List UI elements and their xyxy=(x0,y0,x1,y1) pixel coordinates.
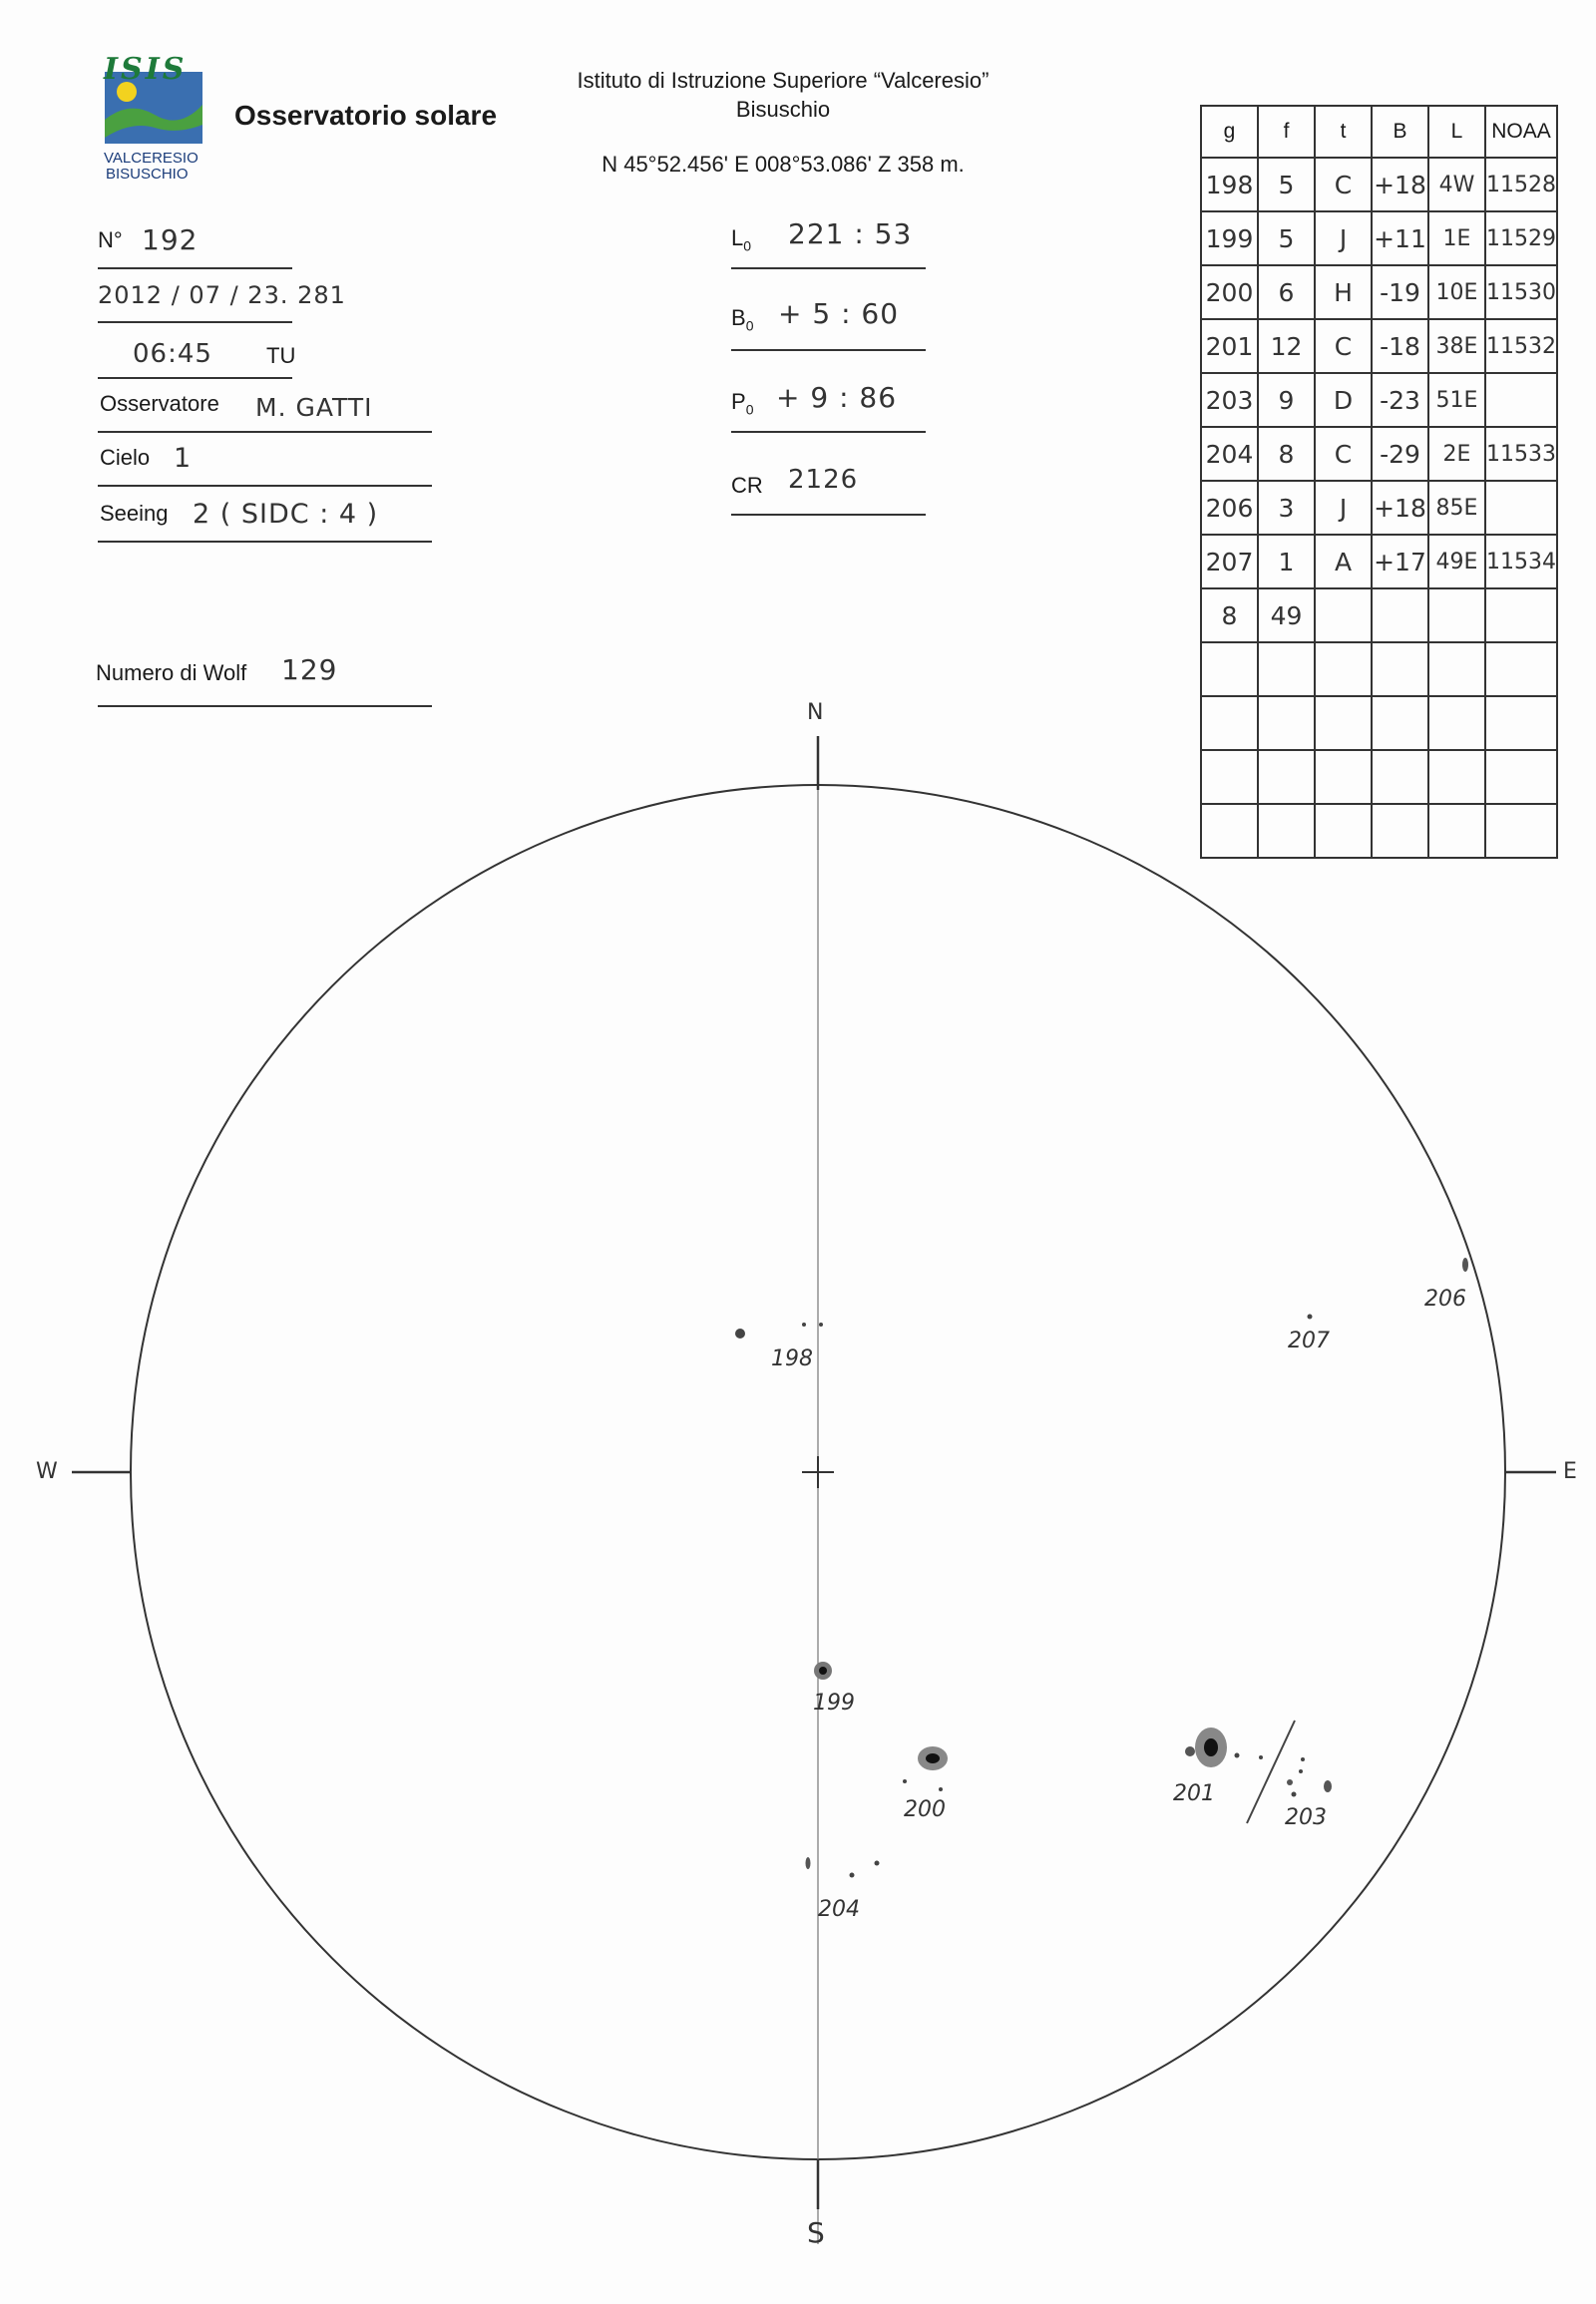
sky-label: Cielo xyxy=(100,445,151,470)
p0-letter: P xyxy=(731,389,746,414)
sky-value: 1 xyxy=(174,443,193,474)
group-label-206: 206 xyxy=(1424,1287,1466,1312)
col-header-t: t xyxy=(1315,106,1372,158)
cell-l: 38E xyxy=(1428,319,1485,373)
cell-noaa: 11530 xyxy=(1485,265,1557,319)
sunspot-198-pore xyxy=(802,1323,806,1327)
l0-subscript: 0 xyxy=(743,237,752,254)
wolf-label: Numero di Wolf xyxy=(96,660,247,685)
cell-l: 49E xyxy=(1428,535,1485,588)
cell-noaa: 11532 xyxy=(1485,319,1557,373)
p0-value: + 9 : 86 xyxy=(776,381,898,414)
cell-t: H xyxy=(1315,265,1372,319)
group-label-199: 199 xyxy=(813,1691,855,1716)
group-label-204: 204 xyxy=(818,1897,860,1922)
cell-g: 206 xyxy=(1201,481,1258,535)
cell-t: J xyxy=(1315,211,1372,265)
cell-b: -19 xyxy=(1372,265,1428,319)
cell-f: 5 xyxy=(1258,158,1315,211)
sunspot-200-pore xyxy=(903,1779,907,1783)
b0-subscript: 0 xyxy=(745,317,754,334)
sunspot-203-pore xyxy=(1299,1769,1303,1773)
sunspot-203-pore xyxy=(1301,1757,1305,1761)
sunspot-204-spot xyxy=(806,1857,811,1869)
col-header-b: B xyxy=(1372,106,1428,158)
l0-value: 221 : 53 xyxy=(788,217,913,250)
cell-noaa: 11533 xyxy=(1485,427,1557,481)
sunspot-204-pore xyxy=(850,1873,855,1878)
cr-value: 2126 xyxy=(788,465,859,495)
l0-letter: L xyxy=(731,225,744,250)
cell-t: C xyxy=(1315,158,1372,211)
west-label: W xyxy=(36,1459,58,1484)
site-coordinates: N 45°52.456' E 008°53.086' Z 358 m. xyxy=(601,152,965,177)
sunspot-198-pore xyxy=(819,1323,823,1327)
b0-value: + 5 : 60 xyxy=(778,297,900,330)
cell-g: 198 xyxy=(1201,158,1258,211)
cell-t: J xyxy=(1315,481,1372,535)
cell-f: 49 xyxy=(1258,588,1315,642)
cell-g: 8 xyxy=(1201,588,1258,642)
cell-b: -29 xyxy=(1372,427,1428,481)
sunspot-201-pore xyxy=(1259,1755,1263,1759)
cell-noaa: 11529 xyxy=(1485,211,1557,265)
cell-g: 204 xyxy=(1201,427,1258,481)
number-value: 192 xyxy=(142,223,199,256)
south-label: S xyxy=(807,2216,825,2249)
sunspot-204-pore xyxy=(875,1861,880,1866)
group-label-203: 203 xyxy=(1285,1805,1327,1830)
group-label-207: 207 xyxy=(1288,1329,1330,1353)
p0-subscript: 0 xyxy=(745,401,754,418)
sunspot-207-pore xyxy=(1308,1315,1313,1320)
cell-b: +11 xyxy=(1372,211,1428,265)
cell-f: 1 xyxy=(1258,535,1315,588)
cell-l: 1E xyxy=(1428,211,1485,265)
cell-b: +18 xyxy=(1372,481,1428,535)
cell-l: 2E xyxy=(1428,427,1485,481)
time-unit: TU xyxy=(266,343,296,368)
col-header-l: L xyxy=(1428,106,1485,158)
seeing-value: 2 ( SIDC : 4 ) xyxy=(193,499,379,530)
observatory-title: Osservatorio solare xyxy=(234,100,498,131)
north-label: N xyxy=(807,700,824,725)
sunspot-203-spot xyxy=(1324,1780,1332,1792)
cell-g: 200 xyxy=(1201,265,1258,319)
cell-l: 51E xyxy=(1428,373,1485,427)
cell-g: 201 xyxy=(1201,319,1258,373)
sunspot-201-pore xyxy=(1235,1753,1240,1758)
school-name: Istituto di Istruzione Superiore “Valceresio” xyxy=(577,68,990,93)
cr-label: CR xyxy=(731,473,763,498)
school-town: Bisuschio xyxy=(735,97,831,122)
cell-b: -23 xyxy=(1372,373,1428,427)
sunspot-203-pore xyxy=(1292,1792,1297,1797)
logo-subtitle-1: VALCERESIO xyxy=(104,150,199,167)
b0-letter: B xyxy=(731,305,746,330)
cell-l: 85E xyxy=(1428,481,1485,535)
cell-t: C xyxy=(1315,427,1372,481)
cell-b: -18 xyxy=(1372,319,1428,373)
col-header-noaa: NOAA xyxy=(1485,106,1557,158)
col-header-f: f xyxy=(1258,106,1315,158)
cell-f: 3 xyxy=(1258,481,1315,535)
cell-b: +18 xyxy=(1372,158,1428,211)
cell-t: C xyxy=(1315,319,1372,373)
logo-subtitle-2: BISUSCHIO xyxy=(106,166,189,183)
cell-f: 9 xyxy=(1258,373,1315,427)
cell-b: +17 xyxy=(1372,535,1428,588)
observer-value: M. GATTI xyxy=(255,393,373,422)
observer-label: Osservatore xyxy=(100,391,219,416)
sunspot-201-spot xyxy=(1185,1746,1195,1756)
cell-noaa: 11528 xyxy=(1485,158,1557,211)
cell-g: 207 xyxy=(1201,535,1258,588)
sunspot-206-spot xyxy=(1462,1258,1468,1272)
seeing-label: Seeing xyxy=(100,501,169,526)
sunspot-200-umbra xyxy=(926,1753,940,1763)
cell-noaa: 11534 xyxy=(1485,535,1557,588)
cell-f: 8 xyxy=(1258,427,1315,481)
cell-l: 10E xyxy=(1428,265,1485,319)
east-label: E xyxy=(1563,1459,1577,1484)
col-header-g: g xyxy=(1201,106,1258,158)
wolf-value: 129 xyxy=(281,653,338,686)
logo-lettering: ISIS xyxy=(104,52,188,87)
sunspot-201-umbra xyxy=(1204,1738,1218,1756)
cell-g: 199 xyxy=(1201,211,1258,265)
cell-l: 4W xyxy=(1428,158,1485,211)
time-value: 06:45 xyxy=(133,339,212,369)
sunspot-199-umbra xyxy=(819,1667,827,1675)
cell-f: 5 xyxy=(1258,211,1315,265)
cell-f: 6 xyxy=(1258,265,1315,319)
cell-f: 12 xyxy=(1258,319,1315,373)
group-label-201: 201 xyxy=(1173,1781,1215,1806)
sunspot-198-main xyxy=(735,1329,745,1339)
sunspot-200-pore xyxy=(939,1787,943,1791)
group-label-200: 200 xyxy=(904,1797,946,1822)
cell-g: 203 xyxy=(1201,373,1258,427)
sunspot-203-spot xyxy=(1287,1779,1293,1785)
group-label-198: 198 xyxy=(771,1346,813,1371)
date-value: 2012 / 07 / 23. 281 xyxy=(98,281,346,309)
number-label: N° xyxy=(98,227,123,252)
cell-t: A xyxy=(1315,535,1372,588)
cell-t: D xyxy=(1315,373,1372,427)
